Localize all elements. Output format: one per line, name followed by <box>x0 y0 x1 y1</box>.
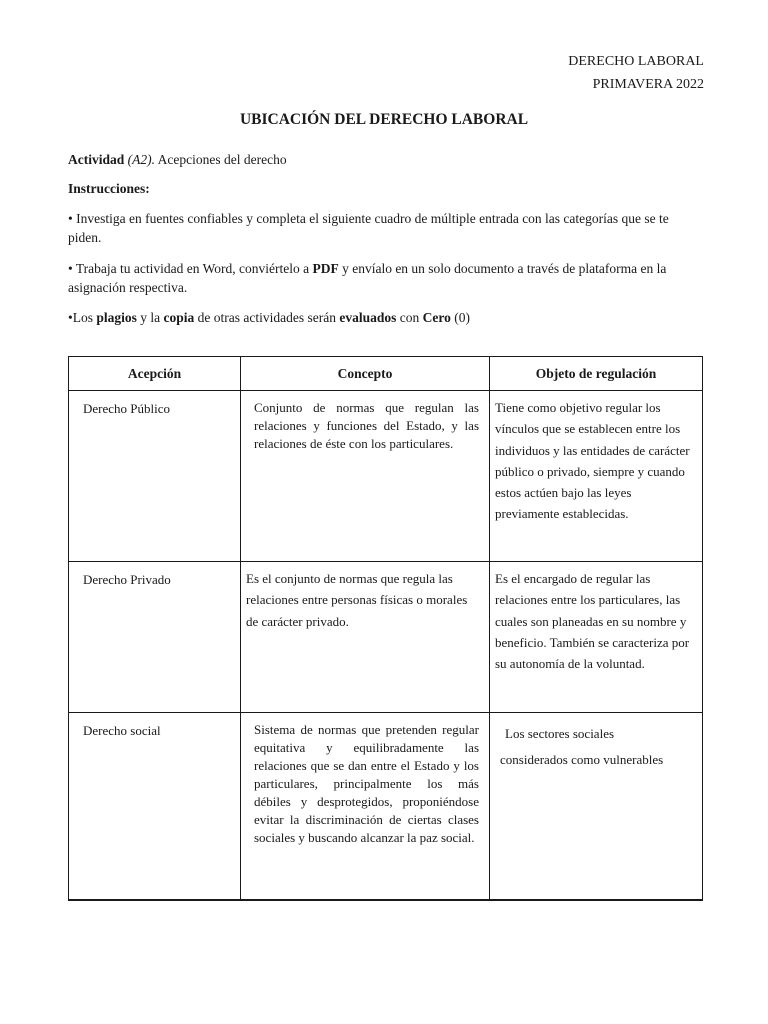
instruction-3-copia: copia <box>163 310 195 325</box>
instruction-item-1: • Investiga en fuentes confiables y completa el siguiente cuadro de múltiple entrada con las categorías que se te piden. <box>68 211 669 245</box>
course-name: DERECHO LABORAL <box>568 54 704 69</box>
row-object: Tiene como objetivo regular los vínculos que se establecen entre los individuos y las entidades de carácter público o privado, siempre y cuando estos actúen bajo las leyes previamente establecidas. <box>490 391 703 562</box>
row-concept: Es el conjunto de normas que regula las relaciones entre personas físicas o morales de carácter privado. <box>241 562 490 713</box>
instruction-2-pdf: PDF <box>312 261 339 276</box>
table-row <box>69 713 703 901</box>
header-objeto: Objeto de regulación <box>490 357 703 391</box>
activity-text: Acepciones del derecho <box>157 152 287 167</box>
row-concept: Sistema de normas que pretenden regular equitativa y equilibradamente las relaciones que se dan entre el Estado y los particulares, principalmente los más débiles y desprotegidos, proponiéndose evitar la discriminación de ciertas clases sociales y buscando alcanzar la paz social. <box>241 713 490 901</box>
instruction-3-text-d: con <box>396 310 423 325</box>
row-name: Derecho social <box>69 713 241 901</box>
instruction-item-3 <box>68 308 704 327</box>
instruction-3-evaluados: evaluados <box>339 310 397 325</box>
header-acepcion: Acepción <box>69 357 241 391</box>
table-row <box>69 562 703 713</box>
activity-line <box>68 150 704 169</box>
row-name: Derecho Público <box>69 391 241 562</box>
course-term: PRIMAVERA 2022 <box>592 77 704 92</box>
row-object-line-1: Los sectores sociales <box>505 726 615 741</box>
instruction-2-text-a: • Trabaja tu actividad en Word, conviértelo a <box>68 261 313 276</box>
header-concepto: Concepto <box>241 357 490 391</box>
row-object: Es el encargado de regular las relaciones entre los particulares, las cuales son planeadas en su nombre y beneficio. También se caracteriza por su autonomía de la voluntad. <box>490 562 703 713</box>
table-row <box>69 391 703 562</box>
instruction-3-plagios: plagios <box>96 310 137 325</box>
instruction-item-2 <box>68 259 704 297</box>
instruction-2-text-b: y envíalo en un solo documento a través de plataforma en la asignación respectiva. <box>68 261 667 295</box>
row-object <box>490 713 703 901</box>
instruction-3-text-e: (0) <box>450 310 470 325</box>
row-object-line-2: considerados como vulnerables <box>500 752 664 767</box>
course-header <box>568 50 704 96</box>
instruction-3-text-b: y la <box>136 310 164 325</box>
acepciones-table <box>68 356 703 901</box>
instructions-heading: Instrucciones: <box>68 181 150 196</box>
row-name: Derecho Privado <box>69 562 241 713</box>
activity-label: Actividad <box>68 152 125 167</box>
activity-code: (A2). <box>127 152 156 167</box>
document-title: UBICACIÓN DEL DERECHO LABORAL <box>239 111 529 128</box>
row-concept: Conjunto de normas que regulan las relaciones y funciones del Estado, y las relaciones de éste con los particulares. <box>241 391 490 562</box>
table-header-row <box>69 357 703 391</box>
instruction-3-cero: Cero <box>422 310 451 325</box>
instruction-3-text-c: de otras actividades serán <box>194 310 340 325</box>
instruction-3-text-a: •Los <box>68 310 97 325</box>
